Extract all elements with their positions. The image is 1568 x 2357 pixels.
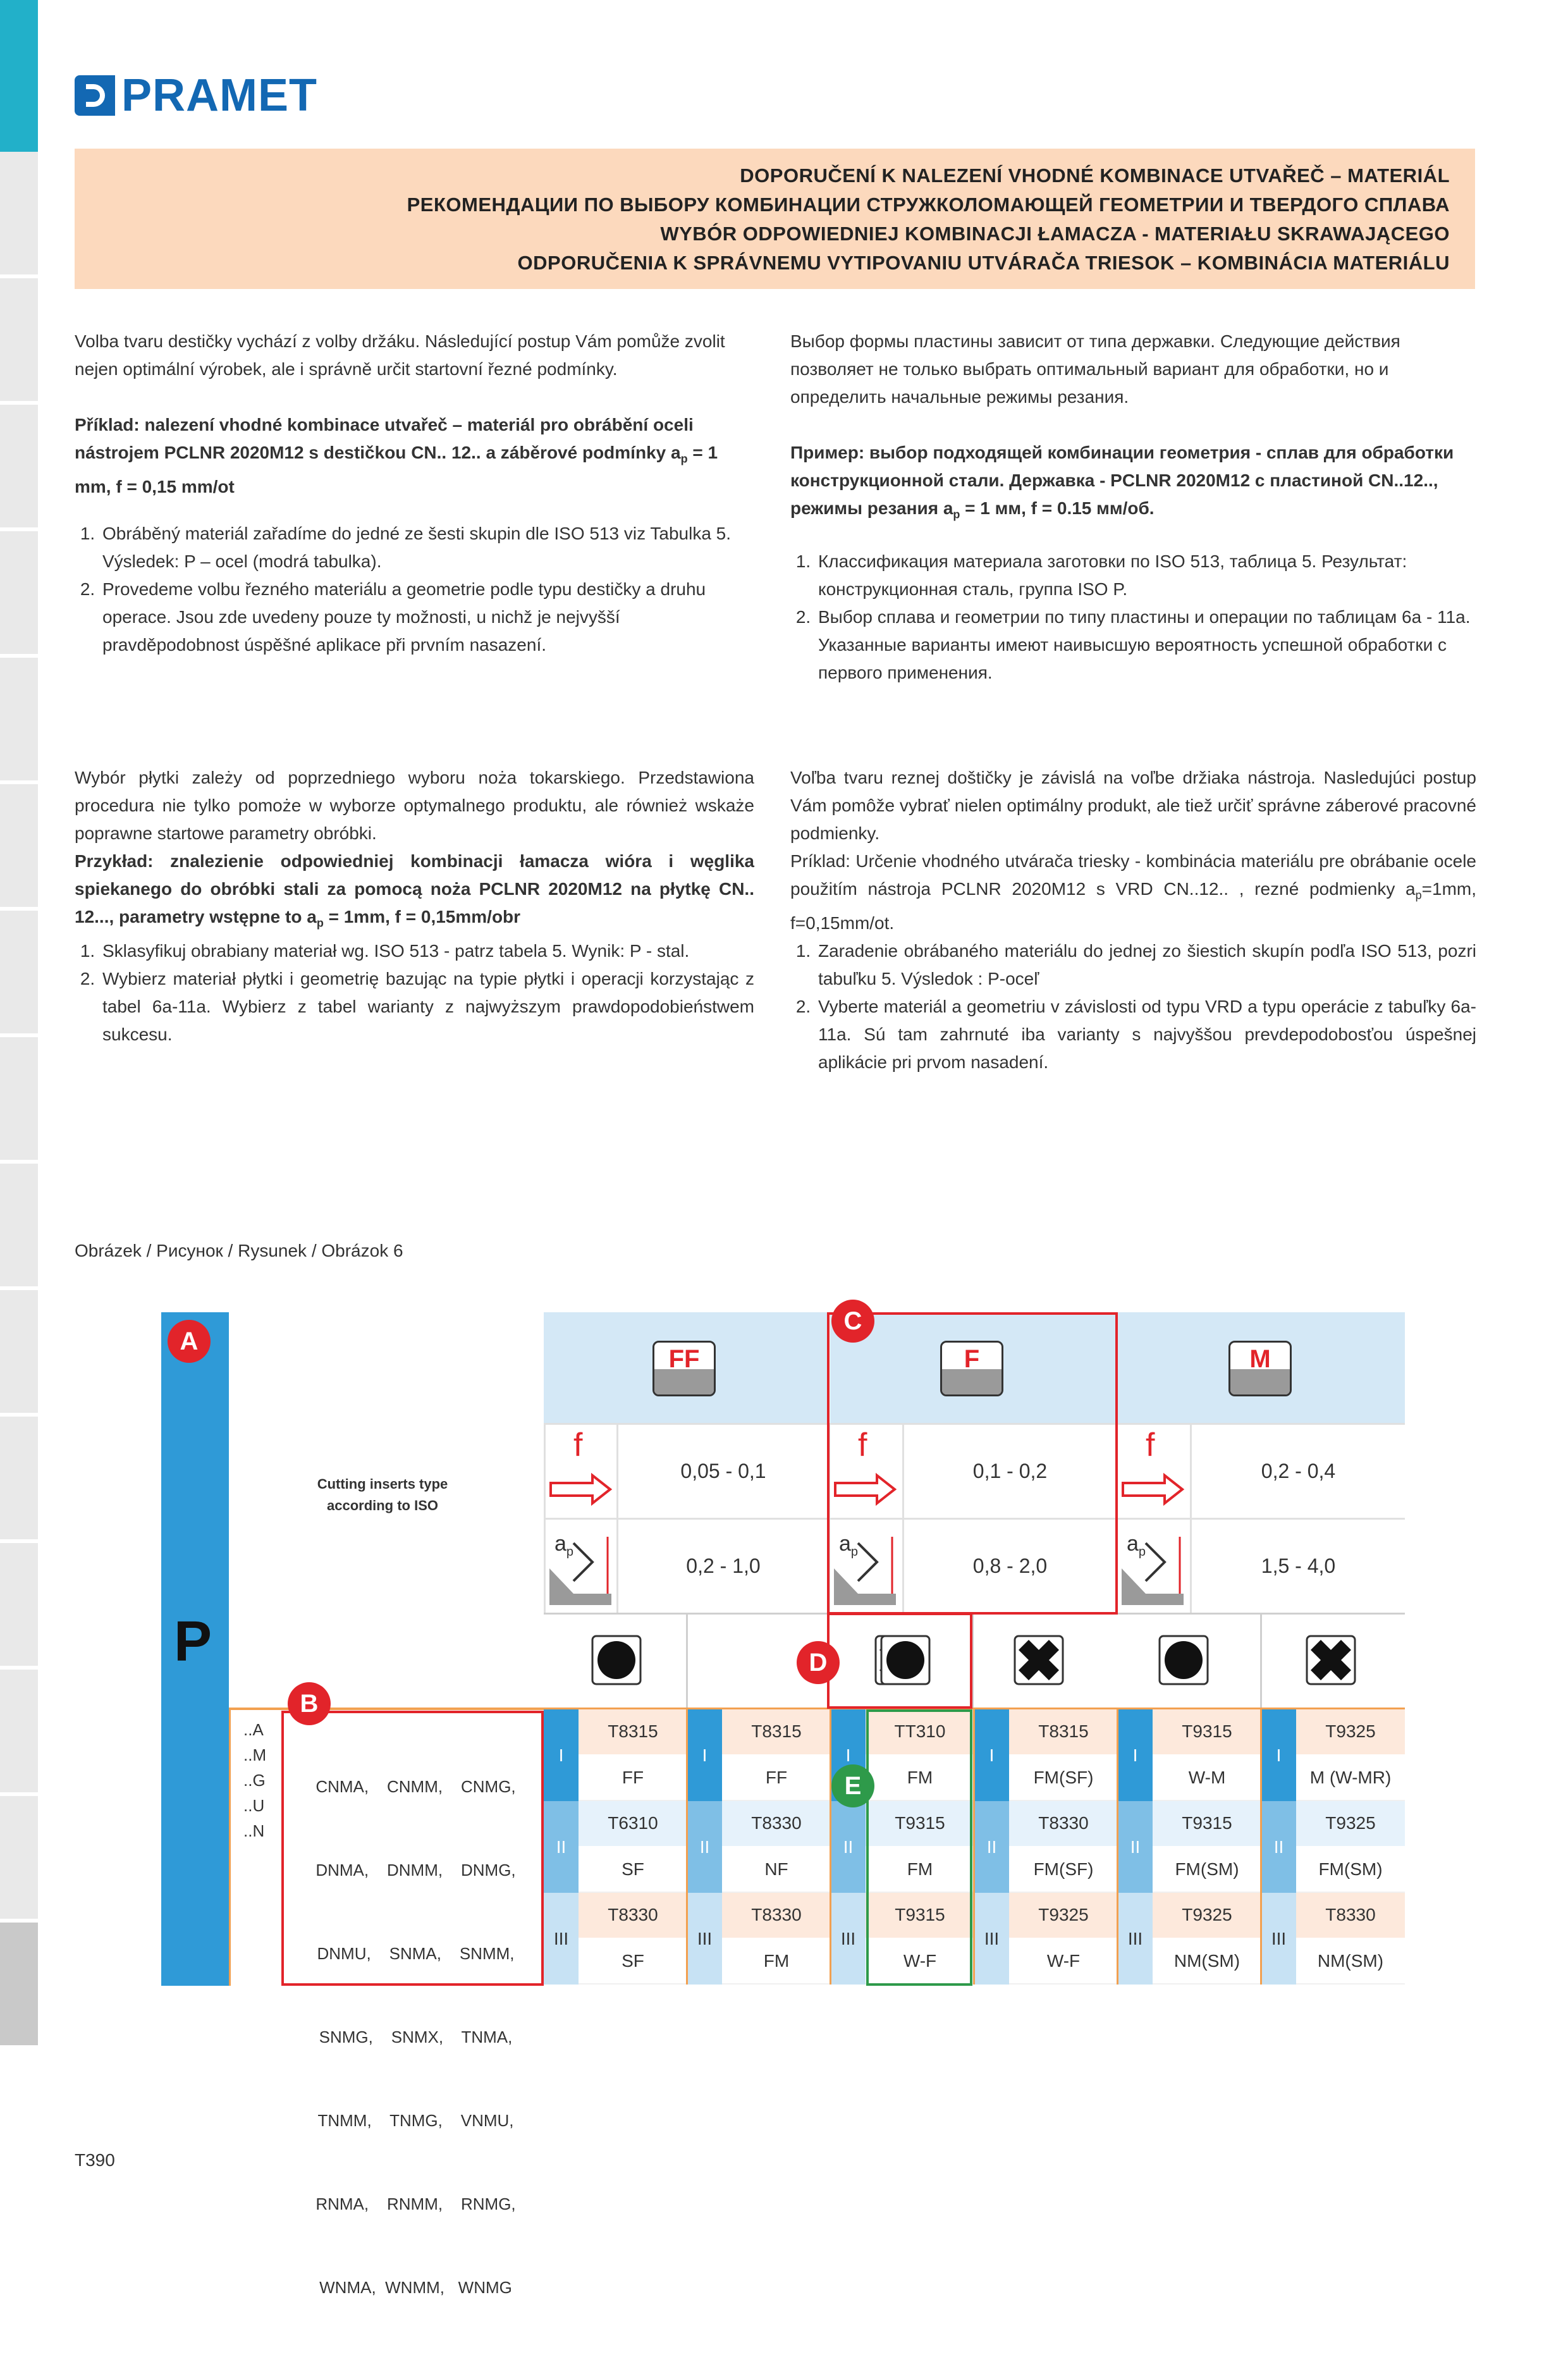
grade-level-label: I [1118, 1709, 1153, 1801]
pramet-logo: PRAMET [75, 71, 317, 120]
feed-icon-2: f [833, 1426, 898, 1515]
grade-cell: T9315 [1153, 1801, 1261, 1847]
grade-level-label: II [831, 1801, 866, 1893]
geometry-cell: FF [579, 1756, 687, 1802]
depth-range-m: 1,5 - 4,0 [1261, 1554, 1336, 1577]
text-block-cz: Volba tvaru destičky vychází z volby držáku. Následující postup Vám pomůže zvolit nejen optimální výrobek, ale i správně určit startovní řezné podmínky. Příklad: nalezení vhodné kombinace utvařeč – materiál pro obrábění oceli nástrojem PCLNR 2020M12 s destičkou CN.. 12.. a záběrové podmínky $a_p = 1$ mm, f = 0,15 mm/ot 1. Obráběný materiál zařadíme do jedné ze šesti skupin dle ISO 513 viz Tabulka 5. Výsledek: P – ocel (modrá tabulka). 2. Provedeme volbu řezného materiálu a geometrie podle typu destičky a druhu operace. Jsou zde uvedeny pouze ty možnosti, u nichž je nejvyšší pravděpodobnost úspěšné aplikace při prvním nasazení. [75, 328, 754, 659]
step-sk-1: 1. Zaradenie obrábaného materiálu do jednej zo šiestich skupín podľa ISO 513, pozri tabuľku 5. Výsledok : P-oceľ [816, 937, 1476, 993]
intro-sk: Voľba tvaru reznej doštičky je závislá na voľbe držiaka nástroja. Nasledujúci postup Vám pomôže vybrať nielen optimálny produkt, ale tiež určiť správne záberové pracovné podmienky. [790, 768, 1476, 843]
example-sk: Príklad: Určenie vhodného utvárača triesky - kombinácia materiálu pre obrábanie ocele použitím nástroja PCLNR 2020M12 s VRD CN..12.. , rezné podmienky a [790, 851, 1476, 899]
insert-flat-icon [591, 1635, 642, 1689]
header-line-pl: WYBÓR ODPOWIEDNIEJ KOMBINACJI ŁAMACZA - MATERIAŁU SKRAWAJĄCEGO [660, 223, 1450, 245]
insert-suffix-list: ..A ..M ..G ..U ..N [243, 1720, 267, 1840]
sidebar-accent-tab [0, 0, 38, 152]
material-group-letter: P [174, 1610, 212, 1673]
op-f-icon: F [940, 1341, 1003, 1396]
text-block-sk: Voľba tvaru reznej doštičky je závislá na voľbe držiaka nástroja. Nasledujúci postup Vám pomôže vybrať nielen optimálny produkt, ale tiež určiť správne záberové pracovné podmienky. Príklad: Určenie vhodného utvárača triesky - kombinácia materiálu pre obrábanie ocele použitím nástroja PCLNR 2020M12 s VRD CN..12.. , rezné podmienky $a_p=1mm$, f=0,15mm/ot. 1. Zaradenie obrábaného materiálu do jednej zo šiestich skupín podľa ISO 513, pozri tabuľku 5. Výsledok : P-oceľ 2. Vyberte materiál a geometriu v závislosti od typu VRD a typu operácie z tabuľky 6a-11a. Sú tam zahrnuté iba varianty s najvyššou prevdepodobosťou úspešnej aplikácie pri prvom nasadení. [790, 764, 1476, 1076]
geometry-cell: SF [579, 1939, 687, 1985]
grade-cell: T8330 [1296, 1893, 1405, 1939]
geometry-cell: W-F [866, 1939, 974, 1985]
grade-level-label: II [1261, 1801, 1296, 1893]
grade-level-label: III [687, 1893, 722, 1985]
grade-level-label: I [1261, 1709, 1296, 1801]
geometry-cell: FM(SM) [1153, 1847, 1261, 1893]
geometry-cell: FM [866, 1847, 974, 1893]
insert-flat-icon-m [1158, 1635, 1209, 1689]
grade-level-label: II [1118, 1801, 1153, 1893]
depth-icon-2: $a_p$ [833, 1524, 898, 1606]
badge-c: C [831, 1300, 874, 1343]
feed-range-m: 0,2 - 0,4 [1261, 1460, 1336, 1482]
header-line-sk: ODPORUČENIA K SPRÁVNEMU VYTIPOVANIU UTVÁRAČA TRIESOK – KOMBINÁCIA MATERIÁLU [517, 252, 1450, 274]
geometry-cell: NF [722, 1847, 831, 1893]
geometry-cell: SF [579, 1847, 687, 1893]
grade-level-label: II [974, 1801, 1009, 1893]
op-m-icon: M [1228, 1341, 1292, 1396]
grade-level-label: III [1118, 1893, 1153, 1985]
grade-level-label: I [974, 1709, 1009, 1801]
geometry-cell: FM(SF) [1009, 1847, 1118, 1893]
example-ru: Пример: выбор подходящей комбинации геометрия - сплав для обработки конструкционной стали. Державка - PCLNR 2020M12 с пластиной CN..12.., режимы резания a [790, 443, 1454, 518]
figure-selection-table [161, 1307, 1405, 2297]
grade-cell: T8330 [579, 1893, 687, 1939]
depth-icon-3: $a_p$ [1120, 1524, 1186, 1606]
page-number: T390 [75, 2150, 115, 2170]
header-band [75, 149, 1475, 289]
sidebar-tabs [0, 152, 38, 2049]
grade-level-label: I [544, 1709, 579, 1801]
grade-cell: T8315 [722, 1709, 831, 1756]
figure-caption: Obrázek / Рисунок / Rysunek / Obrázok 6 [75, 1241, 403, 1260]
intro-cz: Volba tvaru destičky vychází z volby držáku. Následující postup Vám pomůže zvolit nejen optimální výrobek, ale i správně určit startovní řezné podmínky. [75, 331, 725, 379]
step-cz-1: 1. Obráběný materiál zařadíme do jedné ze šesti skupin dle ISO 513 viz Tabulka 5. Výsledek: P – ocel (modrá tabulka). [100, 520, 754, 575]
pramet-logo-icon [75, 75, 115, 116]
geometry-cell: FM [722, 1939, 831, 1985]
badge-a: A [168, 1320, 211, 1363]
badge-e: E [831, 1764, 874, 1807]
highlight-d-box [827, 1613, 972, 1709]
grade-cell: T8315 [579, 1709, 687, 1756]
geometry-cell: M (W-MR) [1296, 1756, 1405, 1802]
grade-level-label: III [974, 1893, 1009, 1985]
insert-types-list: CNMA, CNMM, CNMG, DNMA, DNMM, DNMG, DNMU, SNMA, SNMM, SNMG, SNMX, TNMA, TNMM, TNMG, VNMU, RNMA, RNMM, RNMG, WNMA, WNMM, WNMG [315, 1777, 516, 2297]
op-ff-icon: FF [652, 1341, 716, 1396]
grade-cell: T8330 [722, 1801, 831, 1847]
geometry-cell: FF [722, 1756, 831, 1802]
geometry-cell: FM(SM) [1296, 1847, 1405, 1893]
depth-range-ff: 0,2 - 1,0 [686, 1554, 761, 1577]
grade-cell: T9325 [1296, 1709, 1405, 1756]
inserts-label: Cutting inserts type according to ISO [317, 1476, 448, 1513]
geometry-cell: W-F [1009, 1939, 1118, 1985]
grade-cell: T9315 [866, 1801, 974, 1847]
geometry-cell: FM(SF) [1009, 1756, 1118, 1802]
header-line-ru: РЕКОМЕНДАЦИИ ПО ВЫБОРУ КОМБИНАЦИИ СТРУЖКОЛОМАЮЩЕЙ ГЕОМЕТРИИ И ТВЕРДОГО СПЛАВА [407, 194, 1450, 216]
depth-icon-1: $a_p$ [548, 1524, 614, 1606]
geometry-cell: NM(SM) [1153, 1939, 1261, 1985]
step-cz-2: 2. Provedeme volbu řezného materiálu a geometrie podle typu destičky a druhu operace. Jsou zde uvedeny pouze ty možnosti, u nichž je nejvyšší pravděpodobnost úspěšné aplikace při prvním nasazení. [100, 575, 754, 659]
feed-range-ff: 0,05 - 0,1 [680, 1460, 766, 1482]
grade-cell: T9315 [866, 1893, 974, 1939]
step-ru-2: 2. Выбор сплава и геометрии по типу пластины и операции по таблицам 6а - 11а. Указанные варианты имеют наивысшую вероятность успешной обработки с первого применения. [816, 603, 1476, 687]
grade-level-label: I [831, 1709, 866, 1801]
step-pl-1: 1. Sklasyfikuj obrabiany materiał wg. ISO 513 - patrz tabela 5. Wynik: P - stal. [100, 937, 754, 965]
example-cz: Příklad: nalezení vhodné kombinace utvařeč – materiál pro obrábění oceli nástrojem PCLNR 2020M12 s destičkou CN.. 12.. a záběrové podmínky a [75, 415, 694, 462]
grade-cell: T9325 [1009, 1893, 1118, 1939]
example-pl: Przykład: znalezienie odpowiedniej kombinacji łamacza wióra i węglika spiekanego do obróbki stali za pomocą noża PCLNR 2020M12 na płytkę CN.. 12..., parametry wstępne to a [75, 851, 754, 926]
step-ru-1: 1. Классификация материала заготовки по ISO 513, таблица 5. Результат: конструкционная сталь, группа ISO P. [816, 548, 1476, 603]
geometry-cell: FM [866, 1756, 974, 1802]
badge-d: D [797, 1641, 840, 1684]
grade-cell: T9325 [1153, 1893, 1261, 1939]
feed-icon-3: f [1120, 1426, 1186, 1515]
grade-cell: T9325 [1296, 1801, 1405, 1847]
text-block-pl: Wybór płytki zależy od poprzedniego wyboru noża tokarskiego. Przedstawiona procedura nie tylko pomoże w wyborze optymalnego produktu, ale również wskaże poprawne startowe parametry obróbki. Przykład: znalezienie odpowiedniej kombinacji łamacza wióra i węglika spiekanego do obróbki stali za pomocą noża PCLNR 2020M12 na płytkę CN.. 12..., parametry wstępne to $a_p = 1mm$, f = 0,15mm/obr 1. Sklasyfikuj obrabiany materiał wg. ISO 513 - patrz tabela 5. Wynik: P - stal. 2. Wybierz materiał płytki i geometrię bazując na typie płytki i operacji korzystając z tabel 6a-11a. Wybierz z tabel warianty z najwyższym prawdopodobieństwem sukcesu. [75, 764, 754, 1049]
grade-level-label: II [544, 1801, 579, 1893]
grade-cell: TT310 [866, 1709, 974, 1756]
step-sk-2: 2. Vyberte materiál a geometriu v závislosti od typu VRD a typu operácie z tabuľky 6a-11a. Sú tam zahrnuté iba varianty s najvyššou prevdepodobosťou úspešnej aplikácie pri prvom nasadení. [816, 993, 1476, 1076]
grade-level-label: III [831, 1893, 866, 1985]
insert-chipbreaker-icon-m [1306, 1635, 1356, 1689]
grade-level-label: II [687, 1801, 722, 1893]
grade-cell: T6310 [579, 1801, 687, 1847]
intro-ru: Выбор формы пластины зависит от типа державки. Следующие действия позволяет не только выбрать оптимальный вариант для обработки, но и определить начальные режимы резания. [790, 331, 1400, 407]
grade-cell: T8315 [1009, 1709, 1118, 1756]
text-block-ru: Выбор формы пластины зависит от типа державки. Следующие действия позволяет не только выбрать оптимальный вариант для обработки, но и определить начальные режимы резания. Пример: выбор подходящей комбинации геометрия - сплав для обработки конструкционной стали. Державка - PCLNR 2020M12 с пластиной CN..12.., режимы резания $a_p = 1$ мм, f = 0.15 мм/об. 1. Классификация материала заготовки по ISO 513, таблица 5. Результат: конструкционная сталь, группа ISO P. 2. Выбор сплава и геометрии по типу пластины и операции по таблицам 6а - 11а. Указанные варианты имеют наивысшую вероятность успешной обработки с первого применения. [790, 328, 1476, 687]
grade-level-label: III [544, 1893, 579, 1985]
highlight-e-box [866, 1709, 972, 1986]
geometry-cell: NM(SM) [1296, 1939, 1405, 1985]
grade-level-label: I [687, 1709, 722, 1801]
intro-pl: Wybór płytki zależy od poprzedniego wyboru noża tokarskiego. Przedstawiona procedura nie tylko pomoże w wyborze optymalnego produktu, ale również wskaże poprawne startowe parametry obróbki. [75, 768, 754, 843]
geometry-cell: W-M [1153, 1756, 1261, 1802]
grade-cell: T8330 [722, 1893, 831, 1939]
badge-b: B [288, 1682, 331, 1725]
grade-cell: T8330 [1009, 1801, 1118, 1847]
grade-level-label: III [1261, 1893, 1296, 1985]
grade-cell: T9315 [1153, 1709, 1261, 1756]
insert-chipbreaker-icon-f [1014, 1635, 1064, 1689]
highlight-c-box [827, 1312, 1118, 1615]
header-line-cz: DOPORUČENÍ K NALEZENÍ VHODNÉ KOMBINACE UTVAŘEČ – MATERIÁL [740, 164, 1450, 187]
depth-range-f: 0,8 - 2,0 [972, 1554, 1048, 1577]
feed-icon-1: f [548, 1426, 614, 1515]
step-pl-2: 2. Wybierz materiał płytki i geometrię bazując na typie płytki i operacji korzystając z tabel 6a-11a. Wybierz z tabel warianty z najwyższym prawdopodobieństwem sukcesu. [100, 965, 754, 1049]
feed-range-f: 0,1 - 0,2 [972, 1460, 1048, 1482]
